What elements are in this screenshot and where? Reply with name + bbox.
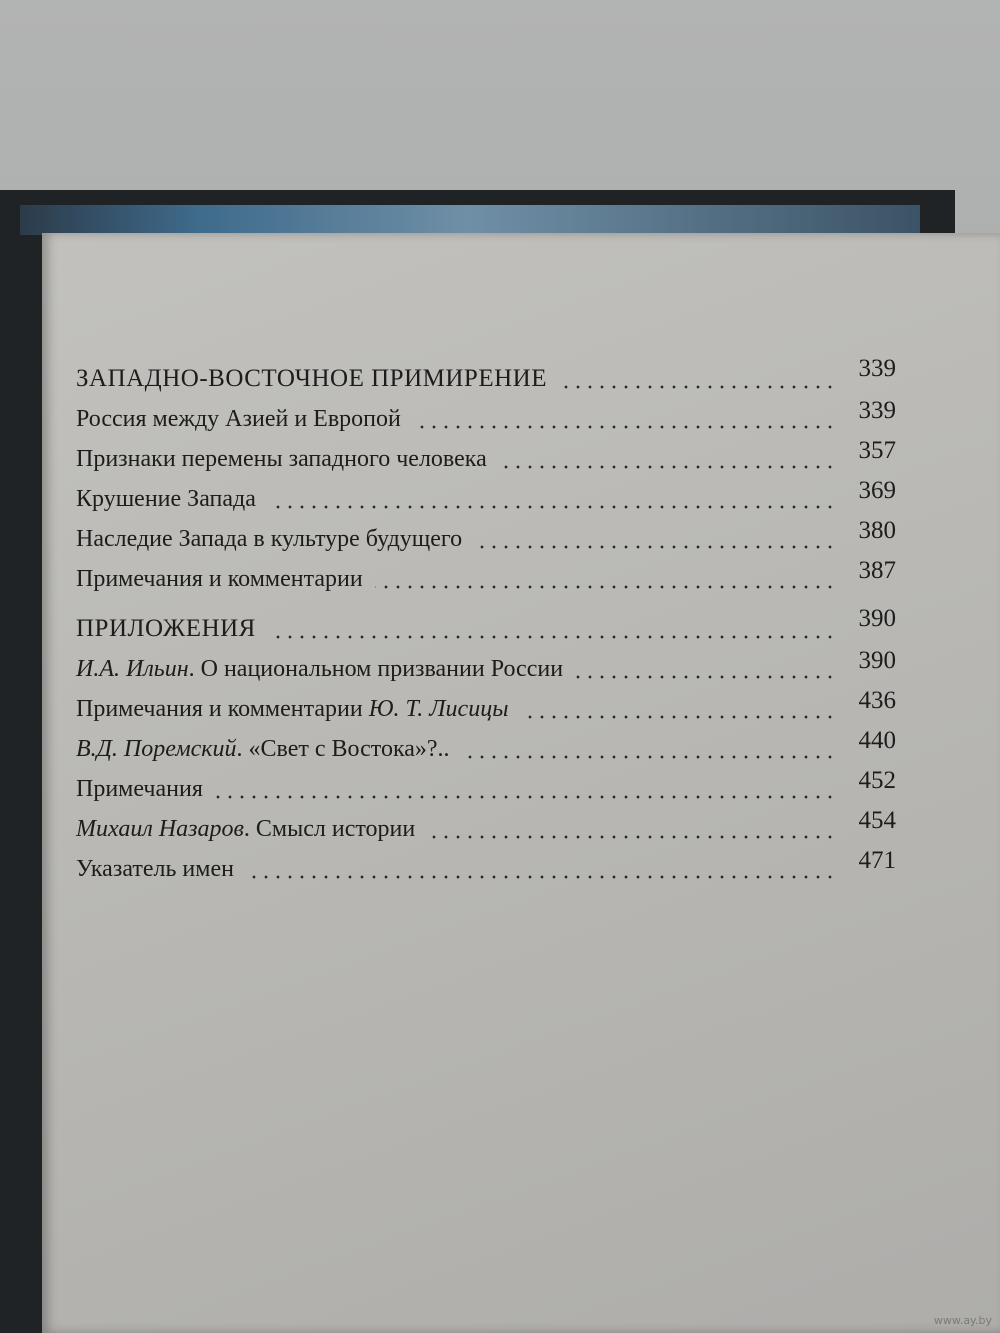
toc-entry-title: Примечания [76, 776, 203, 802]
leader-dots [246, 875, 836, 879]
toc-page-number: 339 [858, 397, 896, 424]
toc-entry-title: Наследие Запада в культуре будущего [76, 526, 463, 552]
toc-entry [76, 727, 896, 767]
leader-dots [268, 635, 836, 639]
toc-entry [76, 647, 896, 687]
toc-page-number: 380 [858, 517, 896, 544]
toc-entry [76, 517, 896, 557]
toc-entry-title: Указатель имен [76, 856, 234, 882]
toc-page-number: 436 [858, 687, 896, 714]
toc-entry [76, 847, 896, 887]
toc-page-number: 471 [858, 847, 896, 874]
toc-page-number: 387 [858, 557, 896, 584]
toc-entry-title [76, 735, 450, 763]
toc-entry-work: . Смысл истории [243, 816, 416, 842]
toc-entry-title: Примечания и комментарии [76, 566, 363, 592]
book-cover-edge [20, 205, 920, 235]
leader-dots [427, 835, 836, 839]
toc-entry-author: И.А. Ильин [76, 656, 189, 682]
leader-dots [499, 465, 836, 469]
toc-entry-title: Признаки перемены западного человека [76, 446, 487, 472]
toc-entry-work: . О национальном призвании России [188, 656, 564, 682]
toc-entry-title: Крушение Запада [76, 486, 256, 512]
toc-entry-author: Ю. Т. Лисицы [368, 696, 509, 722]
toc-entry-title [76, 695, 508, 723]
leader-dots [413, 425, 836, 429]
leader-dots [575, 675, 836, 679]
toc-entry [76, 477, 896, 517]
toc-entry [76, 767, 896, 807]
toc-section-title: ПРИЛОЖЕНИЯ [76, 615, 256, 642]
toc-page-number: 452 [858, 767, 896, 794]
table-of-contents [76, 355, 896, 887]
toc-entry-title [76, 655, 563, 683]
toc-entry-author: В.Д. Поремский [76, 736, 237, 762]
leader-dots [268, 505, 836, 509]
toc-entry-work: Примечания и комментарии [76, 696, 369, 722]
toc-page-number: 369 [858, 477, 896, 504]
toc-entry-work: . «Свет с Востока»?.. [236, 736, 450, 762]
toc-page-number: 390 [858, 605, 896, 632]
toc-entry-title: Россия между Азией и Европой [76, 406, 401, 432]
leader-dots [520, 715, 836, 719]
toc-section-appendices [76, 605, 896, 647]
leader-dots [462, 755, 836, 759]
leader-dots [474, 545, 836, 549]
toc-page-number: 440 [858, 727, 896, 754]
toc-entry-author: Михаил Назаров [76, 816, 244, 842]
toc-section-title: ЗАПАДНО-ВОСТОЧНОЕ ПРИМИРЕНИЕ [76, 365, 547, 392]
site-watermark: www.ay.by [933, 1314, 992, 1327]
toc-entry-title [76, 815, 415, 843]
toc-entry [76, 687, 896, 727]
toc-entry [76, 397, 896, 437]
leader-dots [375, 585, 836, 589]
leader-dots [215, 795, 836, 799]
toc-page-number: 454 [858, 807, 896, 834]
toc-section-west-east [76, 355, 896, 397]
leader-dots [559, 385, 836, 389]
toc-page-number: 357 [858, 437, 896, 464]
toc-entry [76, 807, 896, 847]
toc-entry [76, 557, 896, 597]
toc-entry [76, 437, 896, 477]
toc-page-number: 390 [858, 647, 896, 674]
toc-page-number: 339 [858, 355, 896, 382]
